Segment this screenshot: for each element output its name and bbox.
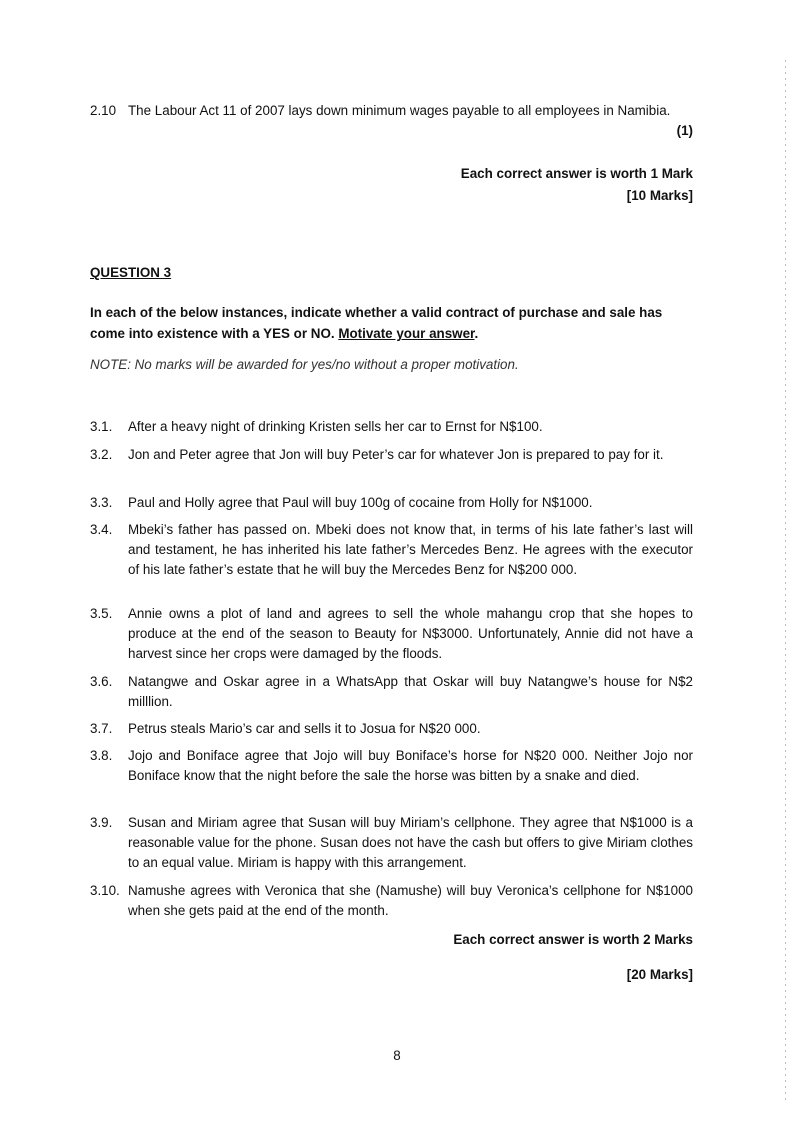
item-number: 3.8. bbox=[90, 748, 113, 763]
item-number: 3.4. bbox=[90, 522, 113, 537]
item-text: Jon and Peter agree that Jon will buy Peter’s car for whatever Jon is prepared to pay for it. bbox=[128, 447, 664, 462]
question-heading: QUESTION 3 bbox=[90, 265, 172, 280]
item-text: Annie owns a plot of land and agrees to sell the whole mahangu crop that she hopes to produce at the end of the season to Beauty for N$3000. Unfortunately, Annie did not have a harvest since her crops were damaged by the floods. bbox=[128, 606, 693, 661]
item-text: The Labour Act 11 of 2007 lays down minimum wages payable to all employees in Namibia. bbox=[128, 103, 671, 118]
item-text: Susan and Miriam agree that Susan will buy Miriam’s cellphone. They agree that N$1000 is a reasonable value for the phone. Susan does not have the cash but offers to give Miriam clothes to an equal value. Miriam is happy with this arrangement. bbox=[128, 815, 693, 870]
instruction-end: . bbox=[474, 326, 479, 341]
marks-total: [20 Marks] bbox=[626, 967, 693, 982]
item-number: 2.10 bbox=[90, 103, 117, 118]
item-text: Natangwe and Oskar agree in a WhatsApp that Oskar will buy Natangwe’s house for N$2 milllion. bbox=[128, 674, 693, 709]
marks-total: [10 Marks] bbox=[626, 188, 693, 203]
item-marks: (1) bbox=[676, 123, 693, 138]
item-number: 3.7. bbox=[90, 721, 113, 736]
item-number: 3.6. bbox=[90, 674, 113, 689]
item-number: 3.9. bbox=[90, 815, 113, 830]
item-number: 3.2. bbox=[90, 447, 113, 462]
item-number: 3.5. bbox=[90, 606, 113, 621]
item-text: Paul and Holly agree that Paul will buy 100g of cocaine from Holly for N$1000. bbox=[128, 495, 593, 510]
question-instruction bbox=[90, 302, 695, 344]
item-text: Mbeki’s father has passed on. Mbeki does not know that, in terms of his late father’s last will and testament, he has inherited his late father’s Mercedes Benz. He agrees with the executor of his late father’s estate that he will buy the Mercedes Benz for N$200 000. bbox=[128, 522, 693, 577]
instruction-text: In each of the below instances, indicate whether a valid contract of purchase and sale has come into existence with a YES or NO. bbox=[90, 305, 663, 341]
question-note: NOTE: No marks will be awarded for yes/no without a proper motivation. bbox=[90, 357, 519, 372]
item-number: 3.3. bbox=[90, 495, 113, 510]
item-text: Petrus steals Mario’s car and sells it to Josua for N$20 000. bbox=[128, 721, 481, 736]
item-number: 3.1. bbox=[90, 419, 113, 434]
item-text: Jojo and Boniface agree that Jojo will buy Boniface’s horse for N$20 000. Neither Jojo nor Boniface know that the night before the sale the horse was bitten by a snake and died. bbox=[128, 748, 693, 783]
item-number: 3.10. bbox=[90, 883, 120, 898]
item-text: Namushe agrees with Veronica that she (Namushe) will buy Veronica’s cellphone for N$1000 when she gets paid at the end of the month. bbox=[128, 883, 693, 918]
marks-note: Each correct answer is worth 1 Mark bbox=[460, 166, 693, 181]
page-number: 8 bbox=[393, 1048, 401, 1063]
marks-note: Each correct answer is worth 2 Marks bbox=[453, 932, 693, 947]
page-edge-mark bbox=[785, 60, 786, 1100]
item-text: After a heavy night of drinking Kristen sells her car to Ernst for N$100. bbox=[128, 419, 543, 434]
instruction-underlined: Motivate your answer bbox=[338, 326, 475, 341]
